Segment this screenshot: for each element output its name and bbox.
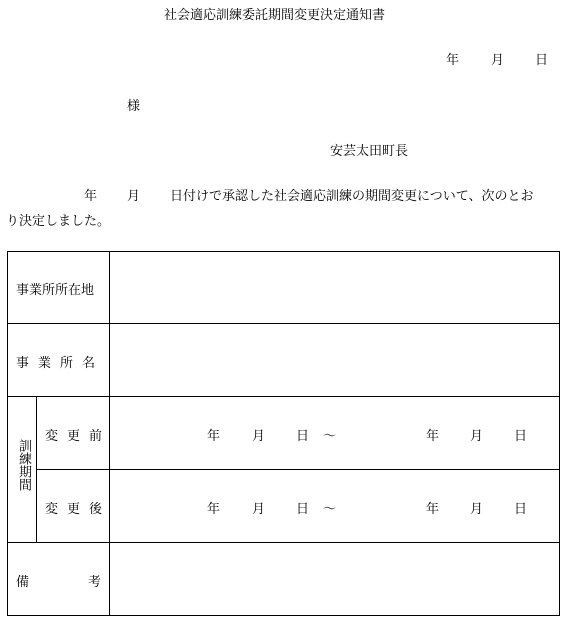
- body-text-line-2: り決定しました。: [6, 214, 111, 229]
- office-location-label: 事業所所在地: [16, 283, 95, 298]
- issue-date-month-label: 月: [491, 53, 505, 68]
- training-period-label: 訓練期間: [16, 439, 31, 491]
- issue-date-year-label: 年: [446, 53, 460, 68]
- issuer-name: 安芸太田町長: [330, 144, 409, 159]
- form-table: [7, 251, 560, 616]
- issue-date-day-label: 日: [535, 53, 549, 68]
- period-end-day: 日: [514, 502, 528, 517]
- row-divider: [7, 396, 560, 397]
- period-end-month: 月: [470, 429, 484, 444]
- period-tilde: ～: [323, 502, 337, 517]
- row-divider: [7, 542, 560, 543]
- recipient-suffix: 様: [127, 99, 141, 114]
- remarks-label-second: 考: [88, 575, 102, 590]
- period-start-day: 日: [296, 502, 310, 517]
- period-start-year: 年: [207, 429, 221, 444]
- period-tilde: ～: [323, 429, 337, 444]
- period-start-month: 月: [252, 429, 266, 444]
- after-change-label: 変更後: [45, 502, 112, 517]
- period-end-day: 日: [514, 429, 528, 444]
- period-start-day: 日: [296, 429, 310, 444]
- table-border-bottom: [7, 615, 560, 616]
- before-change-label: 変更前: [45, 429, 112, 444]
- period-start-year: 年: [207, 502, 221, 517]
- period-end-year: 年: [426, 502, 440, 517]
- column-divider: [36, 396, 37, 542]
- table-border-right: [559, 251, 560, 616]
- period-start-month: 月: [252, 502, 266, 517]
- remarks-label-first: 備: [16, 575, 30, 590]
- table-border-top: [7, 251, 560, 252]
- row-divider: [7, 323, 560, 324]
- body-text: 日付けで承認した社会適応訓練の期間変更について、次のとお: [170, 189, 534, 204]
- period-end-year: 年: [426, 429, 440, 444]
- office-name-label: 事業所名: [16, 356, 105, 371]
- body-year-label: 年: [84, 189, 98, 204]
- page-title: 社会適応訓練委託期間変更決定通知書: [164, 8, 386, 23]
- body-month-label: 月: [127, 189, 141, 204]
- period-end-month: 月: [470, 502, 484, 517]
- table-border-left: [7, 251, 8, 616]
- row-divider: [36, 469, 560, 470]
